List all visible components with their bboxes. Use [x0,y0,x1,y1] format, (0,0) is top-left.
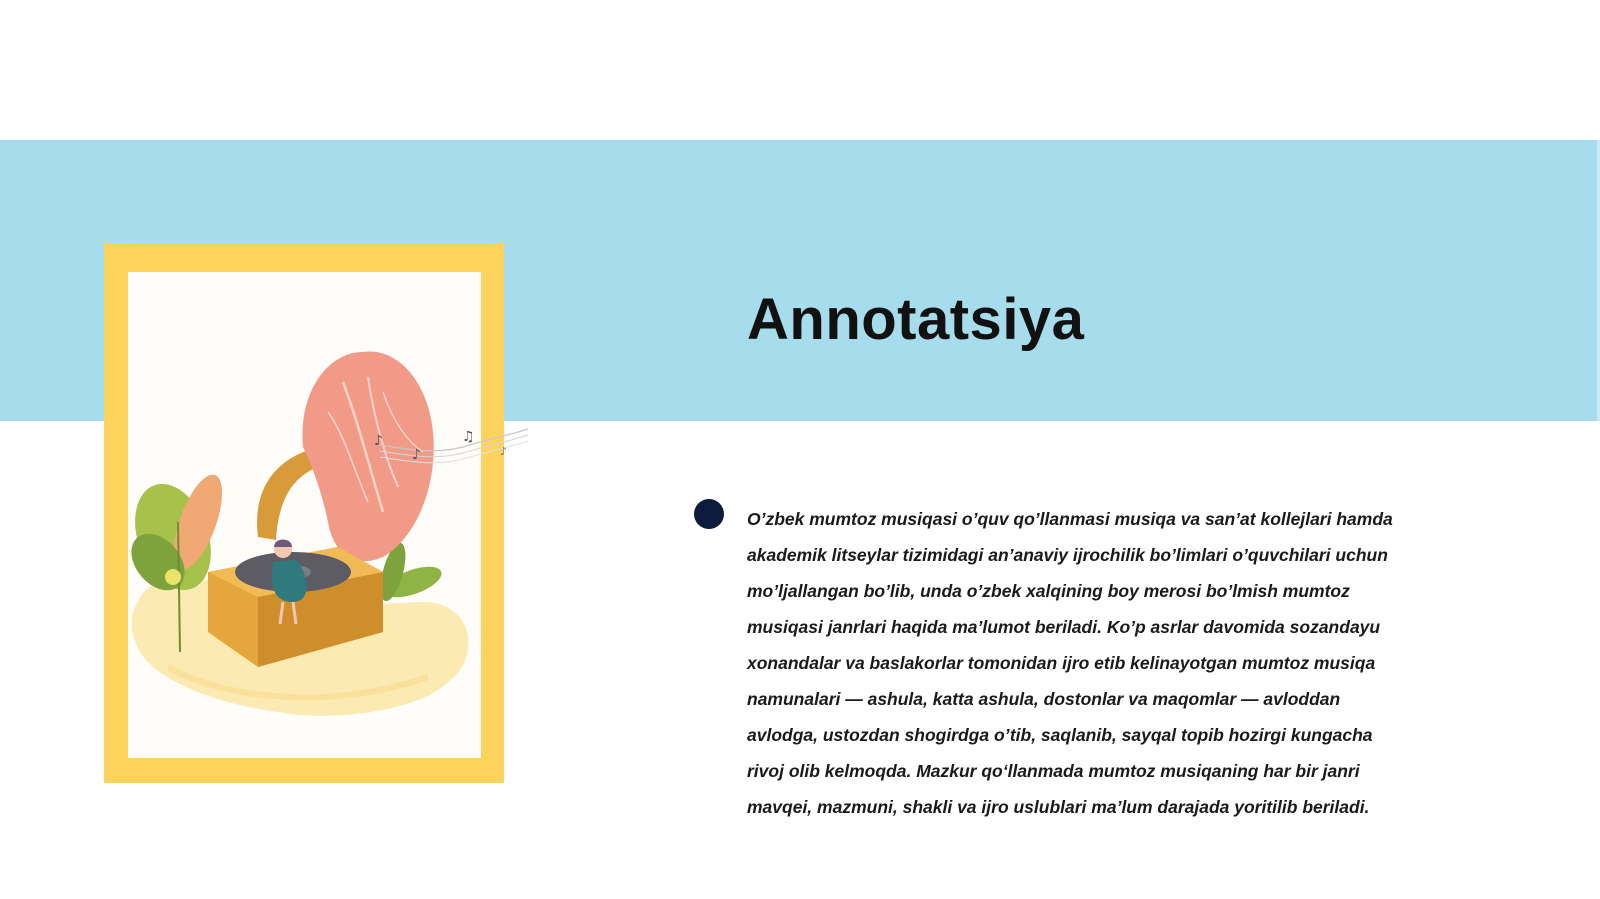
gramophone-illustration-icon [128,272,481,758]
illustration-frame [104,243,504,783]
annotation-paragraph: O’zbek mumtoz musiqasi o’quv qo’llanmasi musiqa va san’at kollejlari hamda akademik litseylar tizimidagi an’anaviy ijrochilik bo’limlari o’quvchilari uchun mo’ljallangan bo’lib, unda o’zbek xalqining boy merosi bo’lmish mumtoz musiqasi janrlari haqida ma’lumot beriladi. Ko’p asrlar davomida sozandayu xonandalar va baslakorlar tomonidan ijro etib kelinayotgan mumtoz musiqa namunalari — ashula, katta ashula, dostonlar va maqomlar — avloddan avlodga, ustozdan shogirdga o’tib, saqlanib, sayqal topib hozirgi kungacha rivoj olib kelmoqda. Mazkur qo‘llanmada mumtoz musiqaning har bir janri mavqei, mazmuni, shakli va ijro uslublari ma’lum darajada yoritilib beriladi. [747,509,1393,817]
illustration-canvas [128,272,481,758]
svg-text:♪: ♪ [374,433,383,449]
svg-text:♪: ♪ [500,445,508,458]
slide-title: Annotatsiya [747,287,1085,352]
music-notes-icon [370,415,530,475]
svg-text:♪: ♪ [412,447,421,463]
svg-text:♫: ♫ [462,429,475,445]
bullet-icon [694,499,724,529]
